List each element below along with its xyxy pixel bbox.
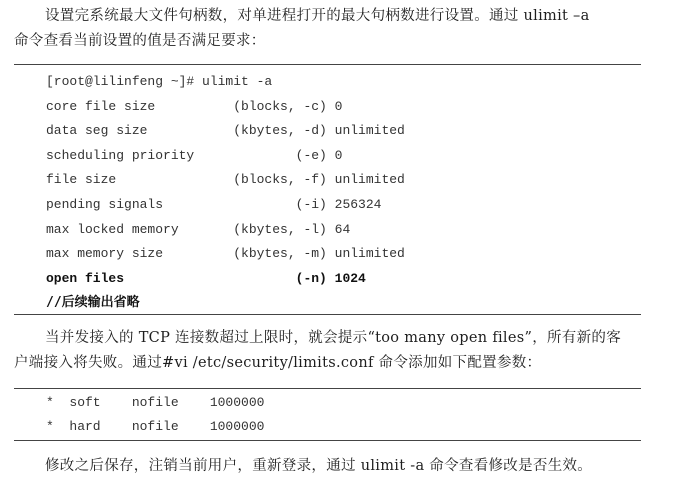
- code-line-max-locked-memory: max locked memory (kbytes, -l) 64: [46, 221, 351, 237]
- code-block-1: [46, 70, 405, 316]
- code-line-core-file-size: core file size (blocks, -c) 0: [46, 98, 343, 114]
- middle-paragraph: [14, 326, 644, 376]
- code-line-pending-signals: pending signals (-i) 256324: [46, 196, 382, 212]
- code-block-1-bottom-rule: [14, 314, 641, 315]
- middle-line-2: 户端接入将失败。通过#vi /etc/security/limits.conf 命令添加如下配置参数：: [14, 355, 542, 371]
- code-line-scheduling-priority: scheduling priority (-e) 0: [46, 147, 343, 163]
- code-line-max-memory-size: max memory size (kbytes, -m) unlimited: [46, 246, 405, 262]
- code-line-prompt: [root@lilinfeng ~]# ulimit -a: [46, 74, 273, 89]
- code-line-file-size: file size (blocks, -f) unlimited: [46, 172, 405, 188]
- code-block-2: [46, 391, 264, 439]
- code-line-comment: //后续输出省略: [46, 295, 140, 311]
- intro-paragraph: [14, 4, 644, 54]
- code-line-soft-nofile: * soft nofile 1000000: [46, 395, 265, 410]
- middle-line-1: 当并发接入的 TCP 连接数超过上限时，就会提示“too many open files”，所有新的客: [45, 330, 621, 346]
- intro-line-1: 设置完系统最大文件句柄数，对单进程打开的最大句柄数进行设置。通过 ulimit –a: [45, 8, 590, 24]
- code-block-2-top-rule: [14, 388, 641, 389]
- code-block-1-top-rule: [14, 64, 641, 65]
- code-line-open-files: open files (-n) 1024: [46, 270, 366, 286]
- outro-paragraph: [14, 454, 644, 479]
- code-block-2-bottom-rule: [14, 440, 641, 441]
- outro-line-1: 修改之后保存，注销当前用户，重新登录，通过 ulimit -a 命令查看修改是否生效。: [45, 458, 593, 474]
- code-line-hard-nofile: * hard nofile 1000000: [46, 419, 265, 434]
- intro-line-2: 命令查看当前设置的值是否满足要求：: [14, 33, 266, 49]
- code-line-data-seg-size: data seg size (kbytes, -d) unlimited: [46, 123, 405, 139]
